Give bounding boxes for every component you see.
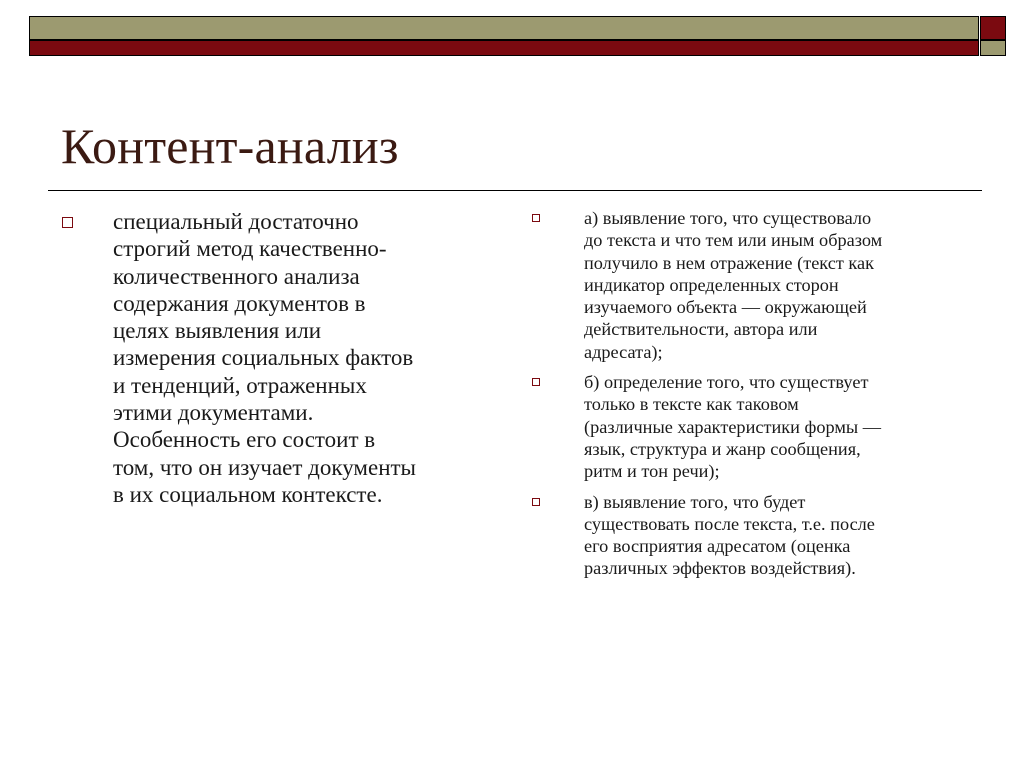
text-line: язык, структура и жанр сообщения, <box>584 438 861 459</box>
text-line: Особенность его состоит в <box>113 427 376 453</box>
slide-title: Контент-анализ <box>61 118 399 174</box>
text-line: существовать после текста, т.е. после <box>584 513 875 534</box>
text-line: измерения социальных фактов <box>113 345 414 371</box>
text-line: строгий метод качественно- <box>113 236 387 262</box>
text-line: в их социальном контексте. <box>113 481 383 507</box>
text-line: изучаемого объекта — окружающей <box>584 297 867 318</box>
text-line: содержания документов в <box>113 290 366 316</box>
text-line: а) выявление того, что существовало <box>584 208 872 228</box>
square-bullet-icon <box>62 217 73 228</box>
right-bullet-text <box>584 491 875 580</box>
right-bullet-item-a <box>532 207 977 363</box>
text-line: целях выявления или <box>113 318 321 344</box>
text-line: том, что он изучает документы <box>113 454 417 480</box>
square-bullet-icon <box>532 498 540 506</box>
square-bullet-icon <box>532 378 540 386</box>
text-line: б) определение того, что существует <box>584 372 869 393</box>
header-bar-olive <box>29 16 979 40</box>
left-bullet-item <box>62 208 507 508</box>
right-bullet-item-b <box>532 371 977 482</box>
text-line: до текста и что тем или иным образом <box>584 230 883 251</box>
corner-square-olive <box>980 40 1006 56</box>
right-column <box>532 207 977 588</box>
right-bullet-text <box>584 207 882 363</box>
text-line: действительности, автора или <box>584 319 818 340</box>
text-line: специальный достаточно <box>113 209 359 234</box>
text-line: в) выявление того, что будет <box>584 491 806 512</box>
text-line: (различные характеристики формы — <box>584 416 882 437</box>
text-line: количественного анализа <box>113 263 360 289</box>
text-line: его восприятия адресатом (оценка <box>584 536 851 557</box>
left-column <box>62 208 507 508</box>
right-bullet-text <box>584 371 881 482</box>
text-line: различных эффектов воздействия). <box>584 558 856 579</box>
text-line: и тенденций, отраженных <box>113 372 367 398</box>
square-bullet-icon <box>532 214 540 222</box>
text-line: ритм и тон речи); <box>584 461 720 482</box>
header-bar-red <box>29 40 979 56</box>
text-line: только в тексте как таковом <box>584 394 799 415</box>
title-divider <box>48 190 982 191</box>
text-line: получило в нем отражение (текст как <box>584 252 875 273</box>
right-bullet-item-c <box>532 491 977 580</box>
text-line: этими документами. <box>113 400 314 426</box>
text-line: индикатор определенных сторон <box>584 274 839 295</box>
text-line: адресата); <box>584 341 663 362</box>
left-bullet-text <box>113 208 416 508</box>
corner-square-red <box>980 16 1006 40</box>
